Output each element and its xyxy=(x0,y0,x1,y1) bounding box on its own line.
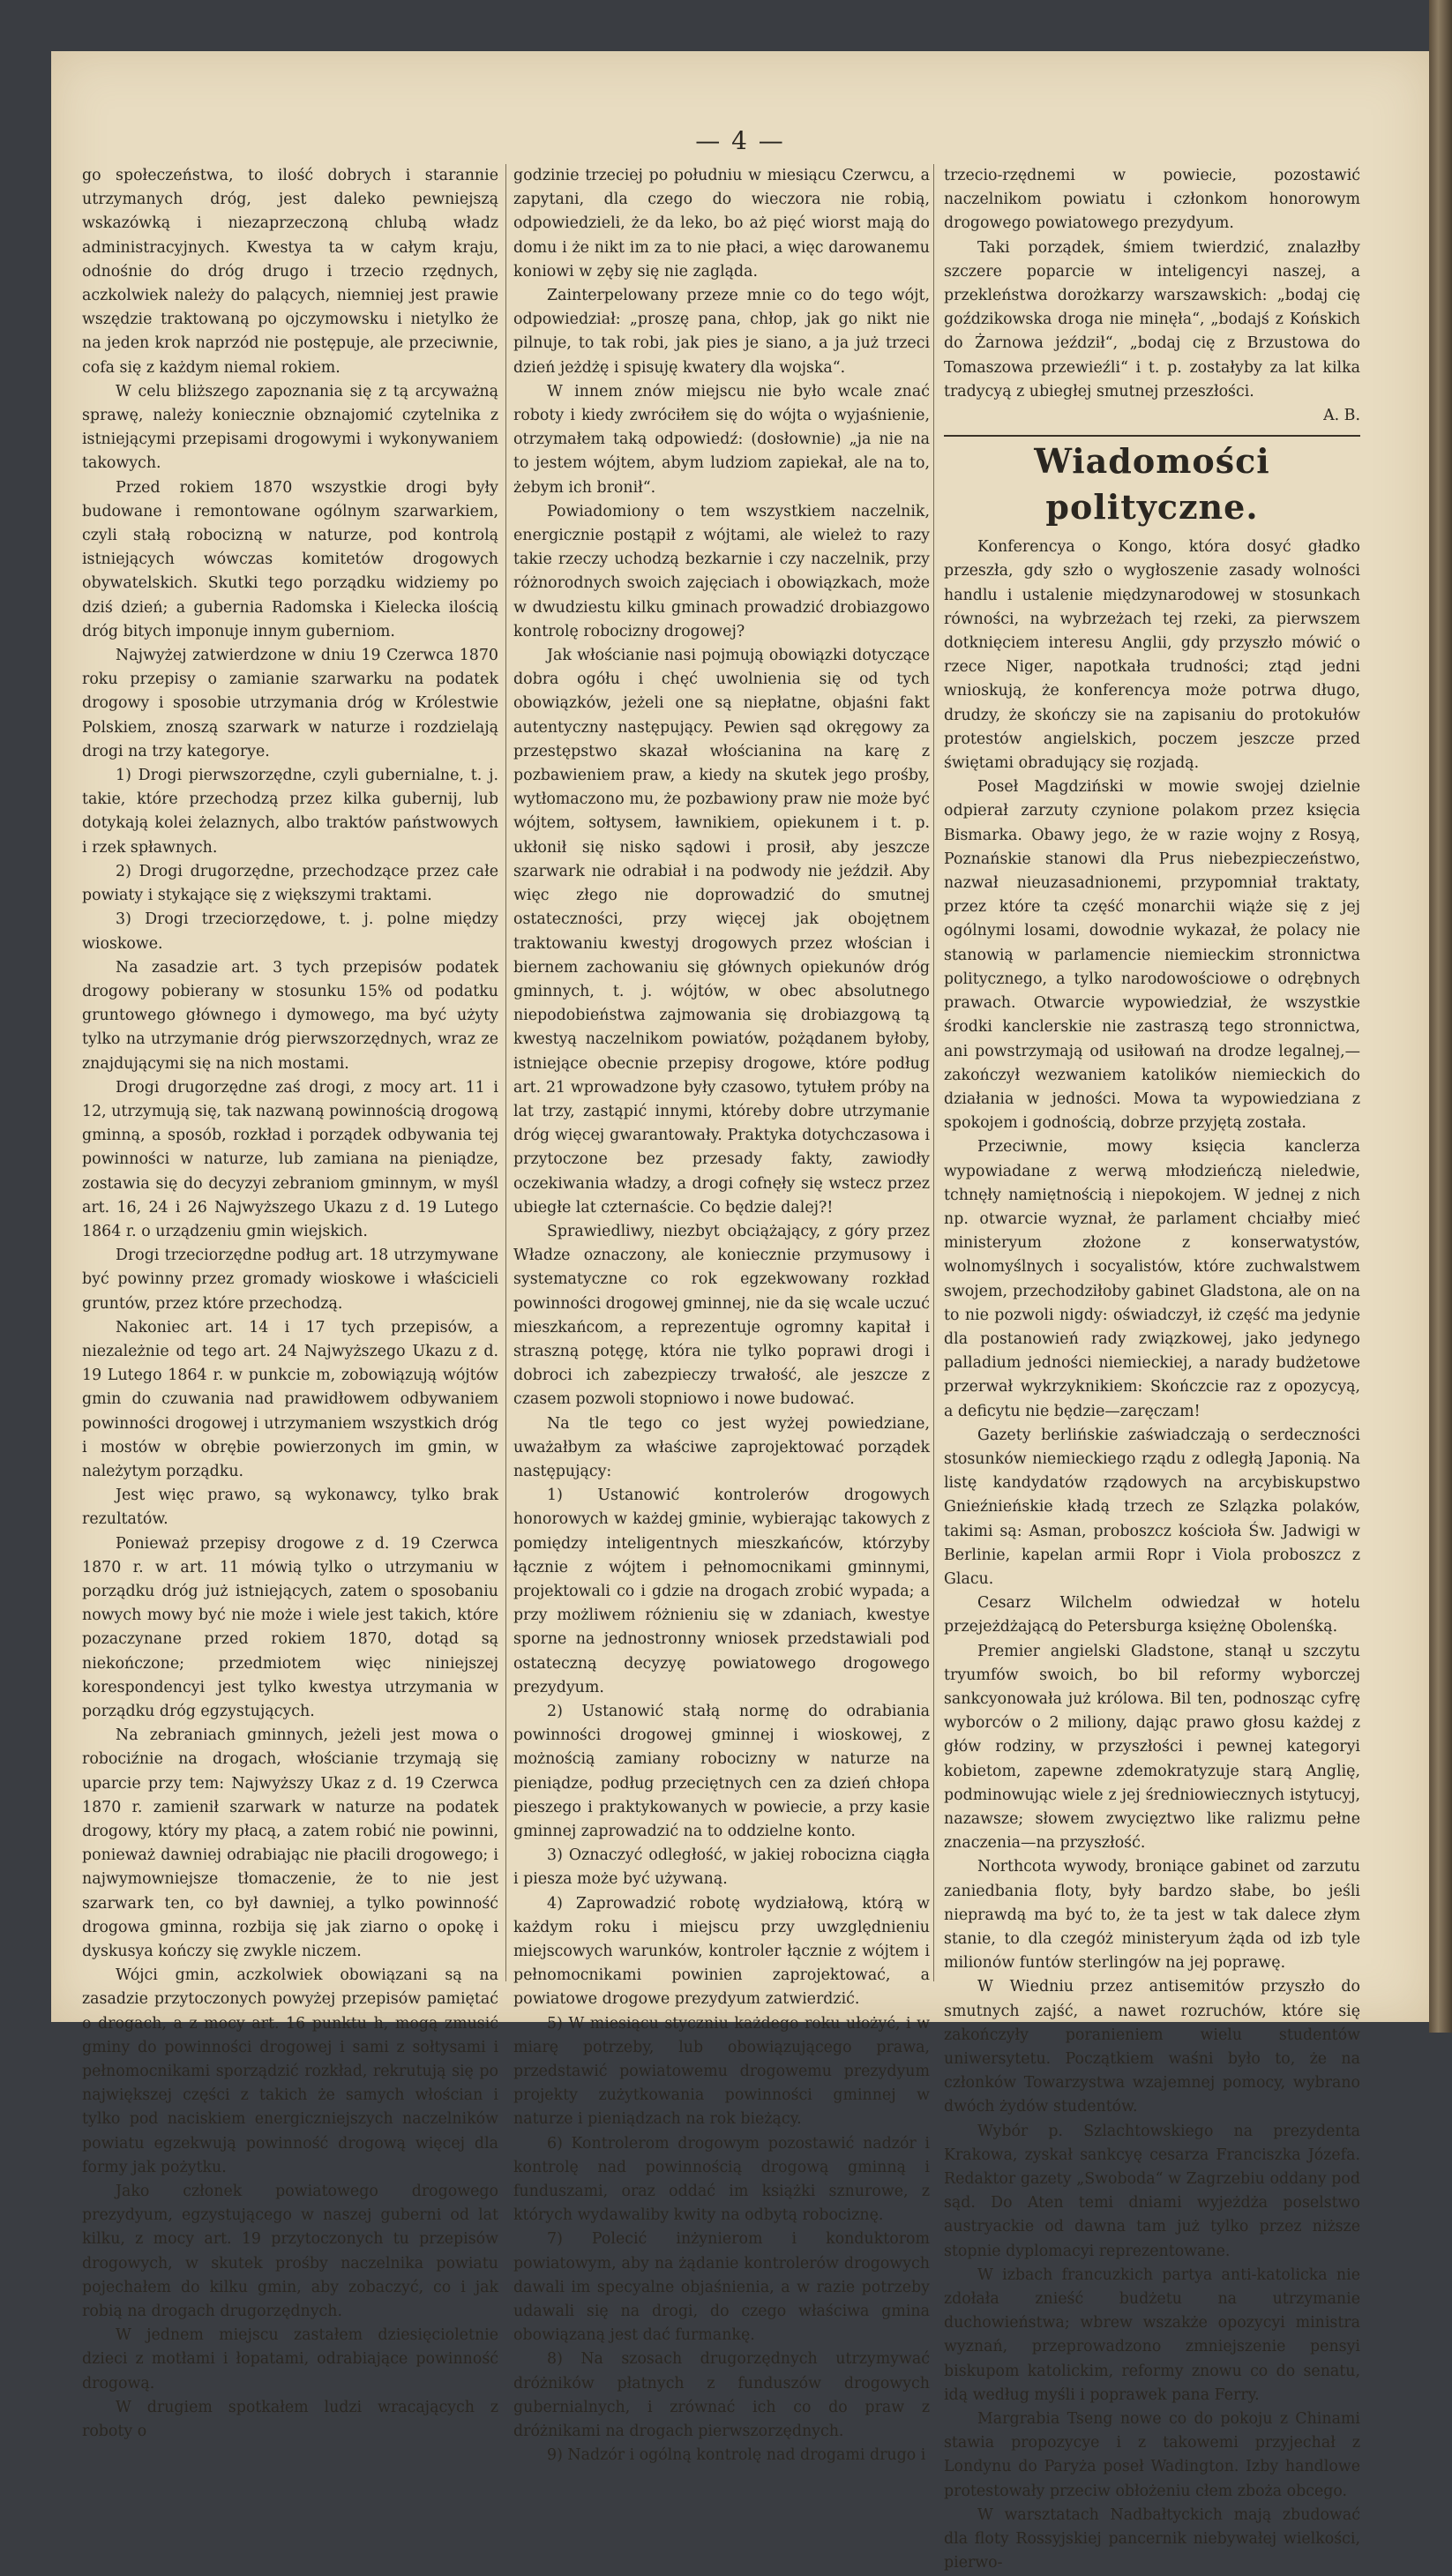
paragraph: 3) Oznaczyć odległość, w jakiej robocizna ciągła i piesza może być używaną. xyxy=(513,1846,930,1889)
paragraph: godzinie trzeciej po południu w miesiącu Czerwcu, a zapytani, dla czego do wieczora nie robią, odpowiedzieli, że da leko, bo aż pięć wiorst mają do domu i że nikt im za to nie płaci, a więc darowanemu koniowi w zęby się nie zagląda. xyxy=(513,167,930,281)
paragraph: go społeczeństwa, to ilość dobrych i starannie utrzymanych dróg, jest daleko pewniejszą wskazówką i niezaprzeczoną chlubą władz administracyjnych. Kwestya ta w całym kraju, odnośnie do dróg drugo i trzecio rzędnych, aczkolwiek należy do palących, niemniej jest prawie wszędzie traktowaną po ojczymowsku i nietylko że na jeden krok naprzód nie postępuje, ale przeciwnie, cofa się z każdym niemal rokiem. xyxy=(82,167,498,377)
paragraph: Na zebraniach gminnych, jeżeli jest mowa o robociźnie na drogach, włościanie trzymają się uparcie przy tem: Najwyższy Ukaz z d. 19 Czerwca 1870 r. zamienił szarwark w naturze na podatek drogowy, który my płacą, a zatem robić nie powinni, ponieważ dawniej odrabiając nie płacili drogowego; i najwymowniejsze tłomaczenie, że to nie jest szarwark ten, co był dawniej, a tylko powinność drogowa gminna, rozbija się jak ziarno o opokę i dyskusya kończy się zwykle niczem. xyxy=(82,1726,498,1961)
column-rule-left xyxy=(505,164,506,1981)
news-paragraph: Poseł Magdziński w mowie swojej dzielnie odpierał zarzuty czynione polakom przez księcia Bismarka. Obawy jego, że w razie wojny z Rosyą, Poznańskie stanowi dla Prus niebezpieczeństwo, nazwał nieuzasadnionemi, przypomniał traktaty, przez które ta część monarchii wiąże się z jej ogólnymi losami, dowodnie wykazał, że polacy nie stanowią w parlamencie niemieckim stronnictwa politycznego, a tylko narodowościowe o odrębnych prawach. Otwarcie wypowiedział, że wszystkie środki kanclerskie nie zastraszą tego stronnictwa, ani powstrzymają od usiłowań na drodze legalnej,—zakończył wezwaniem katolików niemieckich do działania w jedności. Mowa ta wypowiedziana z spokojem i godnością, dobrze przyjętą została. xyxy=(944,778,1360,1133)
paragraph: Nakoniec art. 14 i 17 tych przepisów, a niezależnie od tego art. 24 Najwyższego Ukazu z d. 19 Lutego 1864 r. w punkcie m, zobowiązują wójtów gmin do czuwania nad prawidłowem odbywaniem powinności drogowej i utrzymaniem wszystkich dróg i mostów w obrębie powierzonych im gmin, w należytym porządku. xyxy=(82,1318,498,1480)
paragraph: Taki porządek, śmiem twierdzić, znalazłby szczere poparcie w inteligencyi naszej, a przekleństwa dorożkarzy warszawskich: „bodaj cię goździkowska droga nie minęła“, „bodajś z Końskich do Żarnowa jeździł“, „bodaj cię z Brzustowa do Tomaszowa przewieźli“ i t. p. zostałyby za lat kilka tradycyą z ubiegłej smutnej przeszłości. xyxy=(944,238,1360,401)
section-divider xyxy=(944,435,1360,437)
article-column-2 xyxy=(513,164,930,2465)
paragraph: Drogi drugorzędne zaś drogi, z mocy art. 11 i 12, utrzymują się, tak nazwaną powinnością drogową gminną, a sposób, rozkład i porządek odbywania tej powinności w naturze, lub zamiana na pieniądze, zostawia się do decyzyi zebraniom gminnym, w myśl art. 16, 24 i 26 Najwyższego Ukazu z d. 19 Lutego 1864 r. o urządzeniu gmin wiejskich. xyxy=(82,1078,498,1240)
news-paragraph: Premier angielski Gladstone, stanął u szczytu tryumfów swoich, bo bil reformy wyborczej sankcyonowała już królowa. Bil ten, podnosząc cyfrę wyborców o 2 miliony, dając prawo głosu każdej z głów rodziny, w przyszłości i pewnej kategoryi kobietom, zapewne zdemokratyzuje starą Anglię, podminowując wiele z jej średniowiecznych istytucyj, nazawsze; słowem zwycięztwo like ralizmu pełne znaczenia—na przyszłość. xyxy=(944,1642,1360,1853)
binding-spine xyxy=(1429,0,1452,2033)
paragraph: 1) Drogi pierwszorzędne, czyli gubernialne, t. j. takie, które przechodzą przez kilka gubernij, lub dotykają kolei żelaznych, albo traktów państwowych i rzek spławnych. xyxy=(82,767,498,857)
paragraph: Drogi trzeciorzędne podług art. 18 utrzymywane być powinny przez gromady wioskowe i właścicieli gruntów, przez które przechodzą. xyxy=(82,1247,498,1313)
paragraph: 5) W miesiącu styczniu każdego roku ułożyć, i w miarę potrzeby, lub obowiązującego prawa, przedstawić powiatowemu drogowemu prezydyum projekty zużytkowania powinności gminnej w naturze i pieniądzach na rok bieżący. xyxy=(513,2014,930,2129)
paragraph: 3) Drogi trzeciorzędowe, t. j. polne między wioskowe. xyxy=(82,910,498,953)
article-column-1 xyxy=(82,164,498,2441)
paragraph: W celu bliższego zapoznania się z tą arcyważną sprawę, należy koniecznie obznajomić czytelnika z istniejącymi przepisami drogowymi i wykonywaniem takowych. xyxy=(82,382,498,473)
news-paragraph: Przeciwnie, mowy księcia kanclerza wypowiadane z werwą młodzieńczą nieledwie, tchnęły namiętnością i niepokojem. W jednej z nich np. otwarcie wyznał, że parlament chciałby mieć ministeryum złożone z konserwatystów, wolnomyślnych i socyalistów, które zuchwalstwem swojem, przechodziłoby gabinet Gladstona, ale on na to nie pozwoli nigdy: oświadczył, iż część ma jedynie dla postanowień rady związkowej, jako jedynego palladium jedności niemieckiej, a narady budżetowe przerwał wykrzyknikiem: Skończcie raz z opozycyą, a deficytu nie będzie—zaręczam! xyxy=(944,1138,1360,1420)
news-paragraph: Cesarz Wilchelm odwiedzał w hotelu przejeżdżającą do Petersburga księżnę Obolenśką. xyxy=(944,1594,1360,1636)
newspaper-page xyxy=(51,51,1429,2572)
paragraph: Na tle tego co jest wyżej powiedziane, uważałbym za właściwe zaprojektować porządek następujący: xyxy=(513,1414,930,1480)
news-paragraph: Northcota wywody, broniące gabinet od zarzutu zaniedbania floty, były bardzo słabe, bo jeśli nieprawdą ma być to, że ta jest w tak dalece złym stanie, to dla czegóż ministeryum żąda od izb tyle milionów funtów sterlingów na jej poprawę. xyxy=(944,1858,1360,1973)
news-paragraph: Margrabia Tseng nowe co do pokoju z Chinami stawia propozycye i z takowemi przyjechał z Londynu do Paryża poseł Wadington. Izby handlowe protestowały przeciw obłożeniu cłem zboża obcego. xyxy=(944,2410,1360,2500)
paragraph: 2) Drogi drugorzędne, przechodzące przez całe powiaty i stykające się z większymi traktami. xyxy=(82,862,498,905)
paragraph: 4) Zaprowadzić robotę wydziałową, którą w każdym roku i miejscu przy uwzględnieniu miejscowych warunków, kontroler łącznie z wójtem i pełnomocnikami powinien zaprojektować, a powiatowe drogowe prezydyum zatwierdzić. xyxy=(513,1894,930,2009)
paragraph: 6) Kontrolerom drogowym pozostawić nadzór i kontrolę nad powinnością drogową gminną i funduszami, oraz oddać im książki sznurowe, z których wydawaliby kwity na odbytą robociznę. xyxy=(513,2134,930,2225)
news-paragraph: Wybór p. Szlachtowskiego na prezydenta Krakowa, zyskał sankcyę cesarza Franciszka Józefa. Redaktor gazety „Swoboda“ w Zagrzebiu oddany pod sąd. Do Aten temi dniami wyjeżdża poselstwo austryackie od dawna tam już tylko przez niższe stopnie dyplomacyi reprezentowane. xyxy=(944,2122,1360,2260)
paragraph: trzecio-rzędnemi w powiecie, pozostawić naczelnikom powiatu i członkom honorowym drogowego powiatowego prezydyum. xyxy=(944,167,1360,233)
paragraph: 9) Nadzór i ogólną kontrolę nad drogami drugo i xyxy=(547,2446,926,2465)
paragraph: W innem znów miejscu nie było wcale znać roboty i kiedy zwróciłem się do wójta o wyjaśnienie, otrzymałem taką odpowiedź: (dosłownie) „ja nie na to jestem wójtem, abym ludziom zapiekał, ale na to, żebym ich bronił“. xyxy=(513,382,930,497)
paragraph: Powiadomiony o tem wszystkiem naczelnik, energicznie postąpił z wójtami, ale wieleż to razy takie rzeczy uchodzą bezkarnie i czy naczelnik, przy różnorodnych swoich zajęciach i obowiązkach, może w dwudziestu kilku gminach prowadzić drobiazgowo kontrolę robocizny drogowej? xyxy=(513,502,930,640)
page-number: — 4 — xyxy=(695,126,785,155)
paragraph: Na zasadzie art. 3 tych przepisów podatek drogowy pobierany w stosunku 15% od podatku gruntowego głównego i dymowego, ma być użyty tylko na utrzymanie dróg pierwszorzędnych, wraz ze znajdującymi się na nich mostami. xyxy=(82,958,498,1073)
news-paragraph: W Wiedniu przez antisemitów przyszło do smutnych zajść, a nawet rozruchów, które się zakończyły poranieniem wielu studentów uniwersytetu. Początkiem waśni było to, że na członków Towarzystwa wzajemnej pomocy, wybrano dwóch żydów studentów. xyxy=(944,1978,1360,2116)
paragraph: 8) Na szosach drugorzędnych utrzymywać dróżników płatnych z funduszów drogowych gubernialnych, i zrównać ich co do praw z dróżnikami na drogach pierwszorzędnych. xyxy=(513,2350,930,2441)
paragraph: Jak włościanie nasi pojmują obowiązki dotyczące dobra ogółu i chęć uwolnienia się od tych obowiązków, jeżeli one są niepłatne, objaśni fakt autentyczny następujący. Pewien sąd okręgowy za przestępstwo skazał włościanina na karę z pozbawieniem praw, a kiedy na skutek jego prośby, wytłomaczono mu, że pozbawiony praw nie może być wójtem, sołtysem, ławnikiem, opiekunem i t. p. ukłonił się nisko sądowi i prosił, aby jeszcze szarwark nie odrabiał i na podwody nie jeździł. Aby więc złego nie doprowadzić do smutnej ostateczności, przy więcej jak obojętnem traktowaniu kwestyj drogowych przez włościan i biernem zachowaniu się głównych opiekunów dróg gminnych, t. j. wójtów, w obec absolutnego niepodobieństwa zajmowania się drobiazgową tą kwestyą naczelnikom powiatów, pożądanem byłoby, istniejące obecnie przepisy drogowe, które podług art. 21 wprowadzone były czasowo, tytułem próby na lat trzy, zastąpić innymi, któreby dobre utrzymanie dróg więcej gwarantowały. Praktyka dotychczasowa i przytoczone bez przesady fakty, zawiodły oczekiwania władzy, a drogi cofnęły się wstecz przez ubiegłe lat czternaście. Co będzie dalej?! xyxy=(513,647,930,1217)
paragraph: Jako członek powiatowego drogowego prezydyum, egzystującego w naszej guberni od lat kilku, z mocy art. 19 przytoczonych tu przepisów drogowych, w skutek prośby naczelnika powiatu pojechałem do kilku gmin, aby zobaczyć, co i jak robią na drogach drugorzędnych. xyxy=(82,2183,498,2321)
paragraph: Najwyżej zatwierdzone w dniu 19 Czerwca 1870 roku przepisy o zamianie szarwarku na podatek drogowy i sposobie utrzymania dróg w Królestwie Polskiem, znoszą szarwark w naturze i rozdzielają drogi na trzy kategorye. xyxy=(82,647,498,760)
news-paragraph: Konferencya o Kongo, która dosyć gładko przeszła, gdy szło o wygłoszenie zasady wolności handlu i ustalenie międzynarodowej w stosunkach równości, na wybrzeżach tej rzeki, za pierwszem dotknięciem interesu Anglii, gdy przyszło mówić o rzece Niger, napotkała trudności; ztąd jedni wnioskują, że konferencya może potrwa długo, drudzy, że skończy sie na zapisaniu do protokułów protestów angielskich, poczem jeszcze przed świętami obradujący się rozjadą. xyxy=(944,538,1360,773)
column-rule-right xyxy=(933,164,934,1981)
paragraph: Wójci gmin, aczkolwiek obowiązani są na zasadzie przytoczonych powyżej przepisów pamiętać o drogach, a z mocy art. 16 punktu h, mogą zmusić gminy do powinności drogowej i sami z sołtysami i pełnomocnikami sporządzić rozkład, rekrutują się po największej części z takich że samych włościan i tylko pod naciskiem energiczniejszych naczelników powiatu egzekwują powinność drogową więcej dla formy jak pożytku. xyxy=(82,1966,498,2176)
paragraph: Przed rokiem 1870 wszystkie drogi były budowane i remontowane ogólnym szarwarkiem, czyli stałą robocizną w naturze, pod kontrolą istniejących wówczas komitetów drogowych obywatelskich. Skutki tego porządku widziemy po dziś dzień; a gubernia Radomska i Kielecka ilością dróg bitych imponuje innym guberniom. xyxy=(82,478,498,640)
article-signature: A. B. xyxy=(1323,407,1360,425)
paragraph: Sprawiedliwy, niezbyt obciążający, z góry przez Władze oznaczony, ale koniecznie przymusowy i systematyczne co rok egzekwowany rozkład powinności drogowej gminnej, nie da się wcale uczuć mieszkańcom, a reprezentuje ogromny kapitał i straszną potęgę, która nie tylko poprawi drogi i dobroci ich zabezpieczy trwałość, ale jeszcze z czasem pozwoli stopniowo i nowe budować. xyxy=(513,1222,930,1409)
paragraph: 7) Polecić inżynierom i konduktorom powiatowym, aby na żądanie kontrolerów drogowych dawali im specyalne objaśnienia, a w razie potrzeby udawali się na drogi, do czego właściwa gmina obowiązaną jest dać furmankę. xyxy=(513,2230,930,2345)
paragraph: Jest więc prawo, są wykonawcy, tylko brak rezultatów. xyxy=(82,1486,498,1529)
news-paragraph: W izbach francuzkich partya anti-katolicka nie zdołała znieść budżetu na utrzymanie duchowieństwa; wbrew wszakże opozycyi ministra wyznań, przeprowadzono zmniejszenie pensyi biskupom katolickim, reformy znowu co do senatu, idą według myśli i poprawek pana Ferry. xyxy=(944,2265,1360,2404)
news-paragraph: W warsztatach Nadbałtyckich mają zbudować dla floty Rossyjskiej pancernik niebywałej wielkości, pierwo- xyxy=(944,2505,1360,2572)
paragraph: Zainterpelowany przeze mnie co do tego wójt, odpowiedział: „proszę pana, chłop, jak go nikt nie pilnuje, to tak robi, jak pies je siano, a ja już trzeci dzień jeżdżę i spisuję kwatery dla wojska“. xyxy=(513,287,930,377)
paragraph: W drugiem spotkałem ludzi wracających z roboty o xyxy=(82,2398,498,2441)
article-column-3 xyxy=(944,164,1360,2572)
paragraph: W jednem miejscu zastałem dziesięcioletnie dzieci z motłami i łopatami, odrabiające powinność drogową. xyxy=(82,2326,498,2393)
paragraph: 2) Ustanowić stałą normę do odrabiania powinności drogowej gminnej i wioskowej, z możnością zamiany robocizny w naturze na pieniądze, podług przeciętnych cen za dzień chłopa pieszego i praktykowanych w powiecie, a przy kasie gminnej zaprowadzić na to oddzielne konto. xyxy=(513,1703,930,1841)
paragraph: Ponieważ przepisy drogowe z d. 19 Czerwca 1870 r. w art. 11 mówią tylko o utrzymaniu w porządku dróg już istniejących, zatem o sposobaniu nowych mowy być nie może i wiele jest takich, które pozaczynane przed rokiem 1870, dotąd są niekończone; przedmiotem więc niniejszej korespondencyi jest tylko kwestya utrzymania w porządku dróg egzystujących. xyxy=(82,1534,498,1720)
section-heading: Wiadomości polityczne. xyxy=(1034,441,1270,528)
news-paragraph: Gazety berlińskie zaświadczają o serdeczności stosunków niemieckiego rządu z odległą Japonią. Na listę kandydatów rządowych na arcybiskupstwo Gnieźnieńskie kładą trzech ze Szlązka polaków, takimi są: Asman, proboszcz kościoła Św. Jadwigi w Berlinie, kapelan armii Ropr i Viola proboszcz z Glacu. xyxy=(944,1426,1360,1588)
paragraph: 1) Ustanowić kontrolerów drogowych honorowych w każdej gminie, wybierając takowych z pomiędzy inteligentnych mieszkańców, którzyby łącznie z wójtem i pełnomocnikami gminnymi, projektowali co i gdzie na drogach zrobić wypada; a przy możliwem różnieniu się w zdaniach, kwestye sporne na jednostronny wniosek przedstawiali pod ostateczną decyzyę powiatowego drogowego prezydyum. xyxy=(513,1486,930,1696)
